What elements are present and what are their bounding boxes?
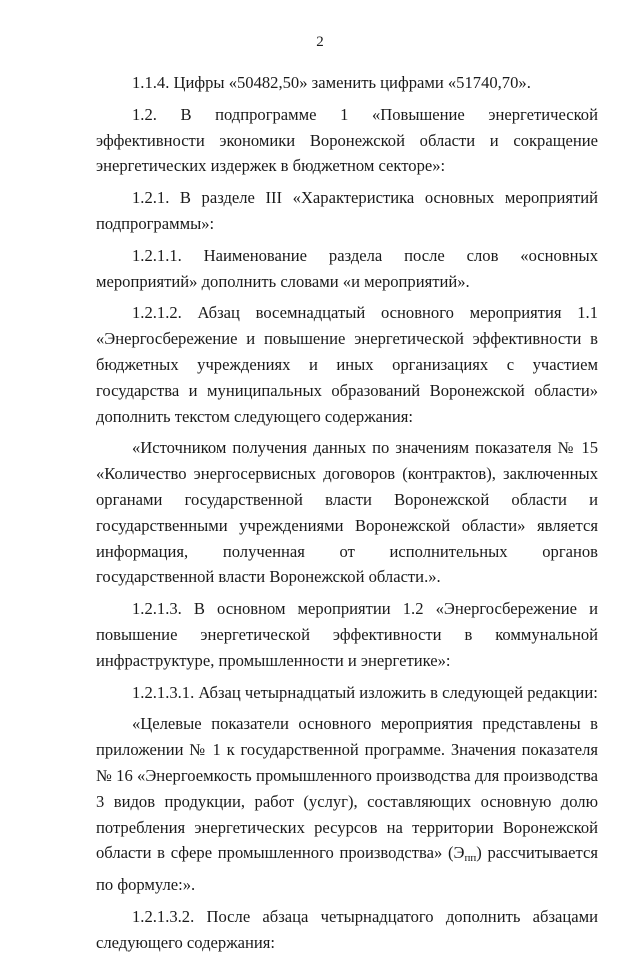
paragraph-1-2-1-3-1: 1.2.1.3.1. Абзац четырнадцатый изложить в следующей редакции: — [132, 682, 598, 702]
paragraph-1-2-1-2: 1.2.1.2. Абзац восемнадцатый основного мероприятия 1.1 «Энергосбережение и повышение энергетической эффективности в бюджетных учреждениях и иных организациях с участием государства и муниципальных образований Воронежской области» дополнить текстом следующего содержания: — [96, 303, 598, 426]
paragraph-1-2-1-1: 1.2.1.1. Наименование раздела после слов «основных мероприятий» дополнить словами «и мероприятий». — [96, 245, 598, 291]
document-body — [96, 70, 598, 962]
formula-subscript: пп — [464, 852, 477, 865]
paragraph-1-2-1: 1.2.1. В разделе III «Характеристика основных мероприятий подпрограммы»: — [96, 188, 598, 233]
paragraph-quote-indicator-15: «Источником получения данных по значениям показателя № 15 «Количество энергосервисных договоров (контрактов), заключенных органами государственной власти Воронежской области и государственными учреждениями Воронежской области» является информация, полученная от исполнительных органов государственной власти Воронежской области.». — [96, 438, 598, 587]
paragraph-1-1-4: 1.1.4. Цифры «50482,50» заменить цифрами «51740,70». — [132, 73, 531, 92]
paragraph-1-2: 1.2. В подпрограмме 1 «Повышение энергетической эффективности экономики Воронежской области и сокращение энергетических издержек в бюджетном секторе»: — [96, 104, 598, 176]
paragraph-quote-indicator-16 — [96, 711, 598, 898]
paragraph-1-2-1-3-2: 1.2.1.3.2. После абзаца четырнадцатого дополнить абзацами следующего содержания: — [96, 906, 598, 952]
formula-text-before: «Целевые показатели основного мероприятия представлены в приложении № 1 к государственной программе. Значения показателя № 16 «Энергоемкость промышленного производства для производства 3 видов продукции, работ (услуг), составляющих основную долю потребления энергетических ресурсов на территории Воронежской области в сфере промышленного производства» (Э — [96, 714, 598, 863]
formula-text-after: ) рассчитывается по формуле:». — [96, 843, 598, 895]
paragraph-1-2-1-3: 1.2.1.3. В основном мероприятии 1.2 «Энергосбережение и повышение энергетической эффективности в коммунальной инфраструктуре, промышленности и энергетике»: — [96, 599, 598, 670]
page-number: 2 — [316, 34, 324, 50]
